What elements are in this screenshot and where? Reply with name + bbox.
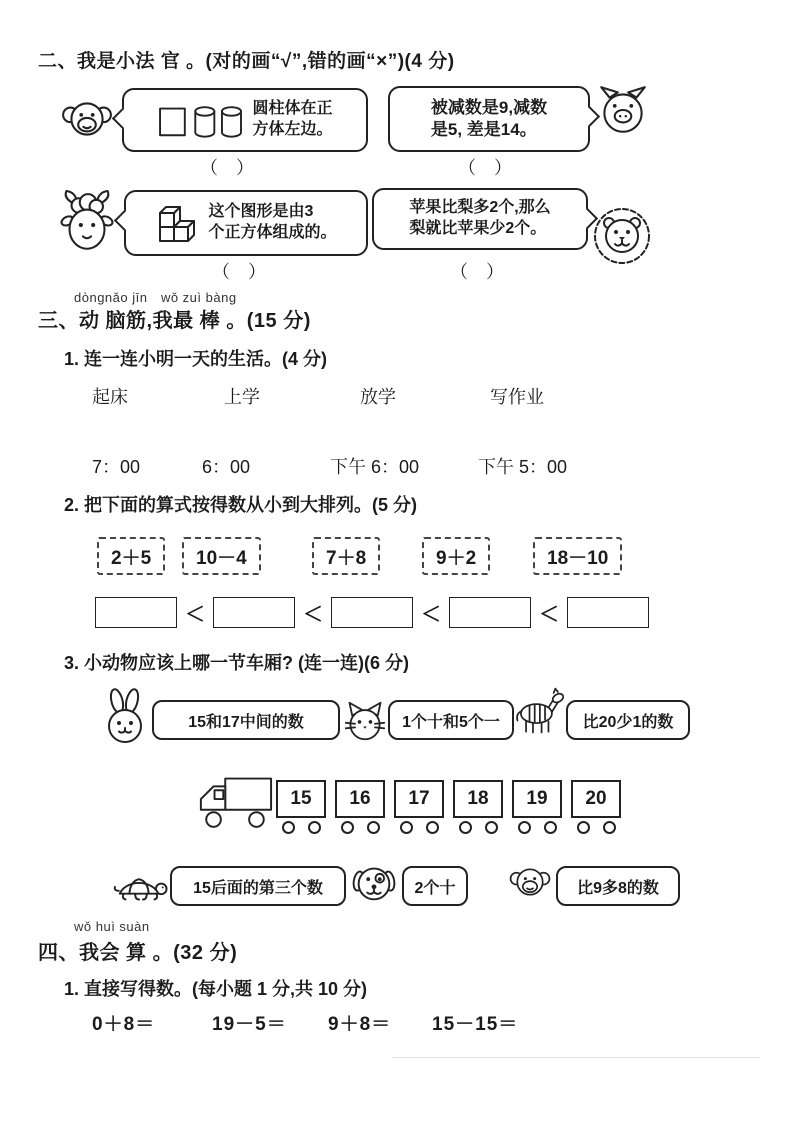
wheel-icon xyxy=(426,821,439,834)
train-car-wheels xyxy=(282,821,321,834)
less-than-symbol: ＜ xyxy=(539,604,559,626)
clue-bubble-between-15-and-17[interactable]: 15和17中间的数 xyxy=(152,700,340,740)
judge-statement-3-bubble xyxy=(124,190,368,256)
clue-bubble-1-ten-5-ones[interactable]: 1个十和5个一 xyxy=(388,700,514,740)
wheel-icon xyxy=(603,821,616,834)
expression-card-4: 18－10 xyxy=(533,537,622,575)
train-car-wheels xyxy=(577,821,616,834)
judge-statement-3-line1: 这个图形是由3 xyxy=(208,203,314,221)
train-car xyxy=(335,780,385,834)
rabbit-icon xyxy=(102,688,148,744)
section2-heading: 二、我是小法 官 。(对的画“√”,错的画“×”)(4 分) xyxy=(38,51,455,72)
judge-statement-4-line2: 梨就比苹果少2个。 xyxy=(409,220,547,237)
q2-title: 2. 把下面的算式按得数从小到大排列。(5 分) xyxy=(64,495,418,515)
train-car-17[interactable]: 17 xyxy=(394,780,444,818)
less-than-symbol: ＜ xyxy=(303,604,323,626)
judge-statement-2-line1: 被减数是9,减数 xyxy=(430,97,548,117)
section3-pinyin: dòngnǎo jīn wǒ zuì bàng xyxy=(74,290,237,305)
wheel-icon xyxy=(367,821,380,834)
judge-answer-blank-3[interactable]: （ ） xyxy=(212,262,266,282)
expression-card-0: 2＋5 xyxy=(97,537,165,575)
train-cars xyxy=(276,780,621,834)
activity-label-getup[interactable]: 起床 xyxy=(92,387,128,407)
activity-label-homework[interactable]: 写作业 xyxy=(490,387,544,407)
time-label-0[interactable]: 7：00 xyxy=(92,457,141,477)
clue-bubble-1-less-than-20[interactable]: 比20少1的数 xyxy=(566,700,690,740)
calc-expression-2[interactable]: 9＋8＝ xyxy=(328,1014,392,1035)
wheel-icon xyxy=(341,821,354,834)
time-label-2[interactable]: 下午 6：00 xyxy=(330,457,420,477)
train-car-wheels xyxy=(341,821,380,834)
train-car xyxy=(276,780,326,834)
pig-icon xyxy=(594,84,652,136)
judge-statement-1-line2: 方体左边。 xyxy=(252,121,333,138)
train-car-15[interactable]: 15 xyxy=(276,780,326,818)
train-car xyxy=(512,780,562,834)
train-engine-icon xyxy=(196,770,274,832)
ordering-answer-box-2[interactable] xyxy=(331,597,413,628)
cat-icon xyxy=(344,700,386,742)
train-car-19[interactable]: 19 xyxy=(512,780,562,818)
train-car-wheels xyxy=(400,821,439,834)
ordering-answer-row xyxy=(95,597,649,628)
expression-card-2: 7＋8 xyxy=(312,537,380,575)
judge-statement-1-line1: 圆柱体在正 xyxy=(252,100,333,118)
clue-bubble-2-tens[interactable]: 2个十 xyxy=(402,866,468,906)
train-car xyxy=(453,780,503,834)
train-car xyxy=(571,780,621,834)
wheel-icon xyxy=(518,821,531,834)
zebra-icon xyxy=(514,686,564,736)
expression-card-1: 10－4 xyxy=(182,537,261,575)
activity-label-afterschool[interactable]: 放学 xyxy=(360,387,396,407)
judge-statement-3-line2: 个正方体组成的。 xyxy=(208,224,337,241)
train-car-16[interactable]: 16 xyxy=(335,780,385,818)
turtle-icon xyxy=(112,864,168,906)
wheel-icon xyxy=(400,821,413,834)
activity-label-school[interactable]: 上学 xyxy=(224,387,260,407)
train-car xyxy=(394,780,444,834)
calc-expression-3[interactable]: 15－15＝ xyxy=(432,1014,519,1035)
time-label-1[interactable]: 6：00 xyxy=(202,457,251,477)
cube-and-cylinders-figure xyxy=(157,100,245,140)
wheel-icon xyxy=(308,821,321,834)
wheel-icon xyxy=(544,821,557,834)
judge-answer-blank-2[interactable]: （ ） xyxy=(458,158,512,178)
ordering-answer-box-1[interactable] xyxy=(213,597,295,628)
ordering-answer-box-3[interactable] xyxy=(449,597,531,628)
ordering-answer-box-0[interactable] xyxy=(95,597,177,628)
judge-answer-blank-4[interactable]: （ ） xyxy=(450,262,504,282)
train-car-wheels xyxy=(518,821,557,834)
q1-title: 1. 连一连小明一天的生活。(4 分) xyxy=(64,349,328,369)
small-monkey-icon xyxy=(508,860,552,904)
judge-statement-2-bubble xyxy=(388,86,590,152)
section4-heading: 四、我会 算 。(32 分) xyxy=(38,942,238,964)
train-car-wheels xyxy=(459,821,498,834)
train-car-18[interactable]: 18 xyxy=(453,780,503,818)
expression-card-3: 9＋2 xyxy=(422,537,490,575)
clue-bubble-third-after-15[interactable]: 15后面的第三个数 xyxy=(170,866,346,906)
less-than-symbol: ＜ xyxy=(421,604,441,626)
judge-answer-blank-1[interactable]: （ ） xyxy=(200,158,254,178)
sheep-icon xyxy=(56,190,118,258)
cube-stack-figure xyxy=(155,200,201,246)
monkey-icon xyxy=(60,92,114,146)
calc-expression-1[interactable]: 19－5＝ xyxy=(212,1014,287,1035)
judge-statement-1-bubble xyxy=(122,88,368,152)
ordering-answer-box-4[interactable] xyxy=(567,597,649,628)
lion-icon xyxy=(592,206,652,266)
wheel-icon xyxy=(282,821,295,834)
q3-title: 3. 小动物应该上哪一节车厢? (连一连)(6 分) xyxy=(64,653,409,673)
dog-icon xyxy=(350,858,398,908)
judge-statement-4-bubble xyxy=(372,188,588,250)
less-than-symbol: ＜ xyxy=(185,604,205,626)
time-label-3[interactable]: 下午 5：00 xyxy=(478,457,568,477)
clue-bubble-8-more-than-9[interactable]: 比9多8的数 xyxy=(556,866,680,906)
section4-pinyin: wǒ huì suàn xyxy=(74,919,150,934)
wheel-icon xyxy=(485,821,498,834)
judge-statement-4-line1: 苹果比梨多2个,那么 xyxy=(409,199,551,217)
wheel-icon xyxy=(577,821,590,834)
calc-expression-0[interactable]: 0＋8＝ xyxy=(92,1014,156,1035)
section3-heading: 三、动 脑筋,我最 棒 。(15 分) xyxy=(38,310,311,332)
train-car-20[interactable]: 20 xyxy=(571,780,621,818)
scan-artifact-line xyxy=(392,1057,760,1058)
judge-statement-2-line2: 是5, 差是14。 xyxy=(430,120,537,139)
calc-q1-title: 1. 直接写得数。(每小题 1 分,共 10 分) xyxy=(64,979,368,999)
wheel-icon xyxy=(459,821,472,834)
